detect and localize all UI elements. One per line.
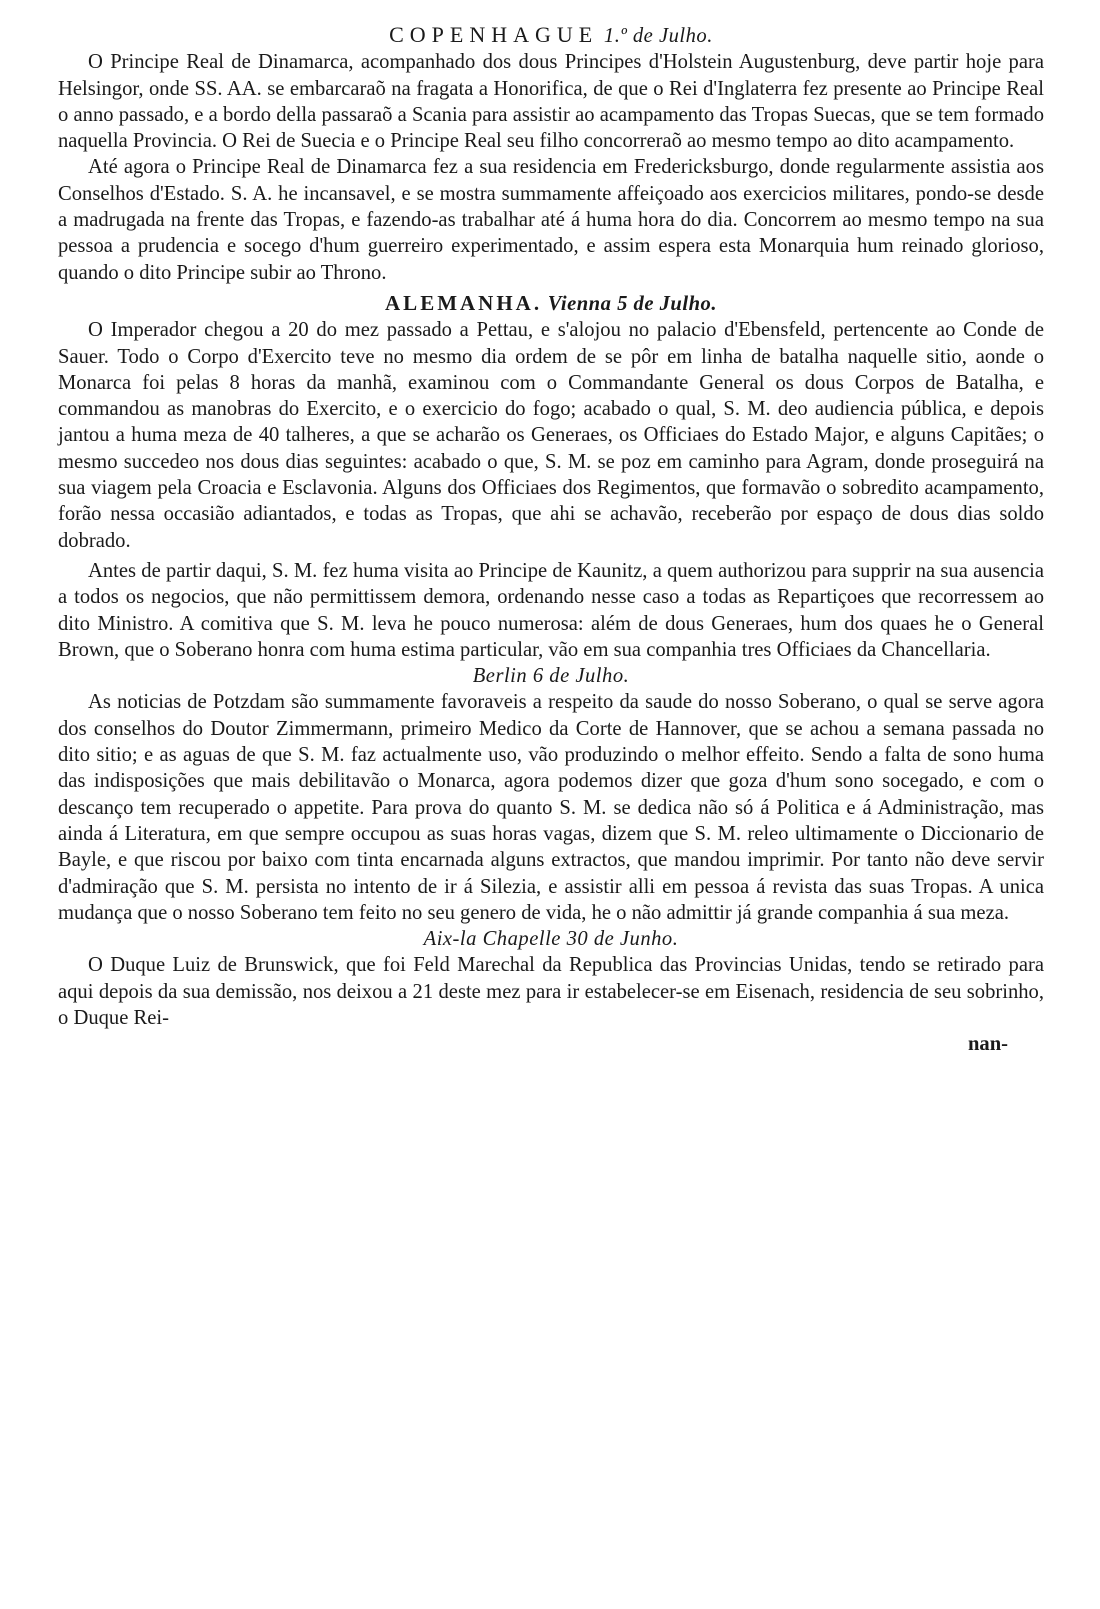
- dateline-place: ALEMANHA.: [385, 290, 543, 315]
- paragraph: Antes de partir daqui, S. M. fez huma visita ao Principe de Kaunitz, a quem authorizou para supprir na sua ausencia a todos os negocios, que não permittissem demora, ordenando nesse caso a todas as Repartiçoes que recorressem ao dito Ministro. A comitiva que S. M. leva he pouco numerosa: além de dous Generaes, hum dos quaes he o General Brown, que o Soberano honra com huma estima particular, vão em sua companhia tres Officiaes da Chancellaria.: [58, 559, 1044, 661]
- dateline-date: 1.º de Julho.: [603, 25, 713, 47]
- catchword: nan-: [967, 1033, 1008, 1056]
- paragraph: O Principe Real de Dinamarca, acompanhado dos dous Principes d'Holstein Augustenburg, deve partir hoje para Helsingor, onde SS. AA. se embarcaraõ na fragata a Honorifica, de que o Rei d'Inglaterra fez presente ao Principe Real o anno passado, e a bordo della passaraõ a Scania para assistir ao acampamento das Tropas Suecas, que se tem formado naquella Provincia. O Rei de Suecia e o Principe Real seu filho concorreraõ ao mesmo tempo ao dito acampamento.: [58, 51, 1044, 153]
- dateline-place: COPENHAGUE: [389, 22, 599, 47]
- section-heading-copenhague: [58, 22, 1044, 49]
- dateline-date: Berlin 6 de Julho.: [472, 665, 630, 688]
- paragraph: As noticias de Potzdam são summamente favoraveis a respeito da saude do nosso Soberano, o qual se serve agora dos conselhos do Doutor Zimmermann, primeiro Medico da Corte de Hannover, que se achou a semana passada no dito sitio; e as aguas de que S. M. faz actualmente uso, vão produzindo o melhor effeito. Sendo a falta de sono huma das indisposições que mais debilitavão o Monarca, agora podemos dizer que goza d'hum sono socegado, e com o descanço tem recuperado o appetite. Para prova do quanto S. M. se dedica não só á Politica e á Administração, mas ainda á Literatura, em que sempre occupou as suas horas vagas, dizem que S. M. releo ultimamente o Diccionario de Bayle, e que riscou por baixo com tinta encarnada alguns extractos, que mandou imprimir. Por tanto não deve servir d'admiração que S. M. persista no intento de ir á Silezia, e assistir alli em pessoa á revista das suas Tropas. A unica mudança que o nosso Soberano tem feito no seu genero de vida, he o não admittir já grande companhia á sua meza.: [58, 691, 1044, 924]
- dateline-date: Aix-la Chapelle 30 de Junho.: [423, 928, 679, 951]
- section-heading-alemanha: [58, 290, 1044, 317]
- section-heading-aix: [58, 926, 1044, 952]
- section-heading-berlin: [58, 663, 1044, 689]
- newspaper-page: [58, 22, 1044, 1592]
- dateline-date: Vienna 5 de Julho.: [547, 292, 717, 315]
- paragraph: Até agora o Principe Real de Dinamarca fez a sua residencia em Fredericksburgo, donde regularmente assistia aos Conselhos d'Estado. S. A. he incansavel, e se mostra summamente affeiçoado aos exercicios militares, pondo-se desde a madrugada na frente das Tropas, e fazendo-as trabalhar até á huma hora do dia. Concorrem ao mesmo tempo na sua pessoa a prudencia e socego d'hum guerreiro experimentado, e assim espera esta Monarquia hum reinado glorioso, quando o dito Principe subir ao Throno.: [58, 156, 1044, 284]
- paragraph: O Duque Luiz de Brunswick, que foi Feld Marechal da Republica das Provincias Unidas, tendo se retirado para aqui depois da sua demissão, nos deixou a 21 deste mez para ir estabelecer-se em Eisenach, residencia de seu sobrinho, o Duque Rei-: [58, 954, 1044, 1029]
- paragraph: O Imperador chegou a 20 do mez passado a Pettau, e s'alojou no palacio d'Ebensfeld, pertencente ao Conde de Sauer. Todo o Corpo d'Exercito teve no mesmo dia ordem de se pôr em linha de batalha naquelle sitio, aonde o Monarca foi pelas 8 horas da manhã, examinou com o Commandante General os dous Corpos de Batalha, e commandou as manobras do Exercito, e o exercicio do fogo; acabado o qual, S. M. deo audiencia pública, e depois jantou a huma meza de 40 talheres, a que se acharão os Generaes, os Officiaes do Estado Major, e alguns Capitães; o mesmo succedeo nos dous dias seguintes: acabado o que, S. M. se poz em caminho para Agram, donde proseguirá na sua viagem pela Croacia e Esclavonia. Alguns dos Officiaes dos Regimentos, que formavão o sobredito acampamento, forão nessa occasião adiantados, e todas as Tropas, que ahi se achavão, receberão por espaço de dous dias soldo dobrado.: [58, 319, 1044, 552]
